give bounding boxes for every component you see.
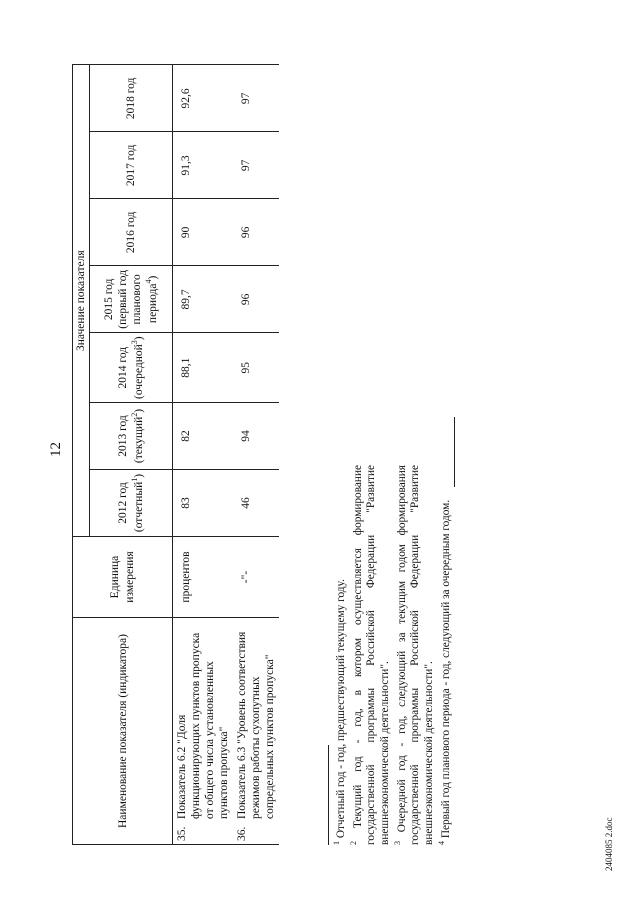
table-header-row xyxy=(73,65,90,845)
footnote-ref: 1 xyxy=(130,477,140,482)
header-year-2: 2014 год (очередной$^3$) xyxy=(90,333,173,403)
footnote-3-continuation: внешнеэкономической деятельности". xyxy=(422,661,435,845)
footnote-ref: 3 xyxy=(130,340,140,345)
header-year-5: 2017 год xyxy=(90,132,173,199)
unit-cell: -"- xyxy=(233,537,279,618)
value-cell: 89,7 xyxy=(173,266,234,333)
value-cell: 90 xyxy=(173,199,234,266)
footnote-1: $^1$ Отчетный год - год, предшествующий текущему году. xyxy=(332,579,347,845)
unit-cell: процентов xyxy=(173,537,234,618)
footnote-marker: 2 xyxy=(348,841,358,845)
row-number: 36. xyxy=(236,826,249,841)
footnote-2: $^2$ Текущий год - год, в котором осуществляется формирование государственной программы Российской Федерации "Развитие xyxy=(348,465,378,845)
footnote-ref: 4 xyxy=(144,279,154,284)
footnote-3: $^3$ Очередной год - год, следующий за текущим годом формирования государственной программы Российской Федерации "Развитие xyxy=(392,465,422,845)
page-number: 12 xyxy=(48,442,64,457)
table-row xyxy=(233,65,279,845)
file-name: 2404085 2.doc xyxy=(604,817,614,871)
value-cell: 46 xyxy=(233,470,279,537)
footnote-marker: 3 xyxy=(392,841,402,845)
value-cell: 97 xyxy=(233,132,279,199)
indicators-table xyxy=(72,64,279,845)
header-year-4: 2016 год xyxy=(90,199,173,266)
header-year-3: 2015 год (первый год планового периода$^4$) xyxy=(90,266,173,333)
footnote-marker: 4 xyxy=(436,841,446,845)
footnotes xyxy=(332,465,453,845)
value-cell: 97 xyxy=(233,65,279,132)
header-values-group: Значение показателя xyxy=(73,65,90,537)
header-year-1: 2013 год (текущий$^2$) xyxy=(90,403,173,470)
row-number: 35. xyxy=(176,826,189,841)
indicator-name: Показатель 6.3 "Уровень соответствия режимов работы сухопутных сопредельных пунктов пропуска" xyxy=(236,631,277,819)
footnote-marker: 1 xyxy=(332,841,341,845)
footnote-separator xyxy=(328,745,329,845)
value-cell: 95 xyxy=(233,333,279,403)
footnote-2-continuation: внешнеэкономической деятельности". xyxy=(378,661,391,845)
header-year-6: 2018 год xyxy=(90,65,173,132)
value-cell: 96 xyxy=(233,266,279,333)
value-cell: 83 xyxy=(173,470,234,537)
header-unit: Единица измерения xyxy=(73,537,173,618)
value-cell: 82 xyxy=(173,403,234,470)
footnote-ref: 2 xyxy=(130,412,140,417)
header-indicator-name: Наименование показателя (индикатора) xyxy=(73,618,173,845)
table-row xyxy=(173,65,234,845)
footnote-4: $^4$ Первый год планового периода - год, следующий за очередным годом. xyxy=(436,499,452,845)
indicator-name-cell xyxy=(173,618,234,845)
end-separator-line xyxy=(454,417,455,487)
value-cell: 96 xyxy=(233,199,279,266)
value-cell: 91,3 xyxy=(173,132,234,199)
value-cell: 88,1 xyxy=(173,333,234,403)
value-cell: 94 xyxy=(233,403,279,470)
value-cell: 92,6 xyxy=(173,65,234,132)
indicator-name: Показатель 6.2 "Доля функционирующих пунктов пропуска от общего числа установленных пунктов пропуска" xyxy=(176,632,231,819)
indicator-name-cell xyxy=(233,618,279,845)
header-year-0: 2012 год (отчетный$^1$) xyxy=(90,470,173,537)
